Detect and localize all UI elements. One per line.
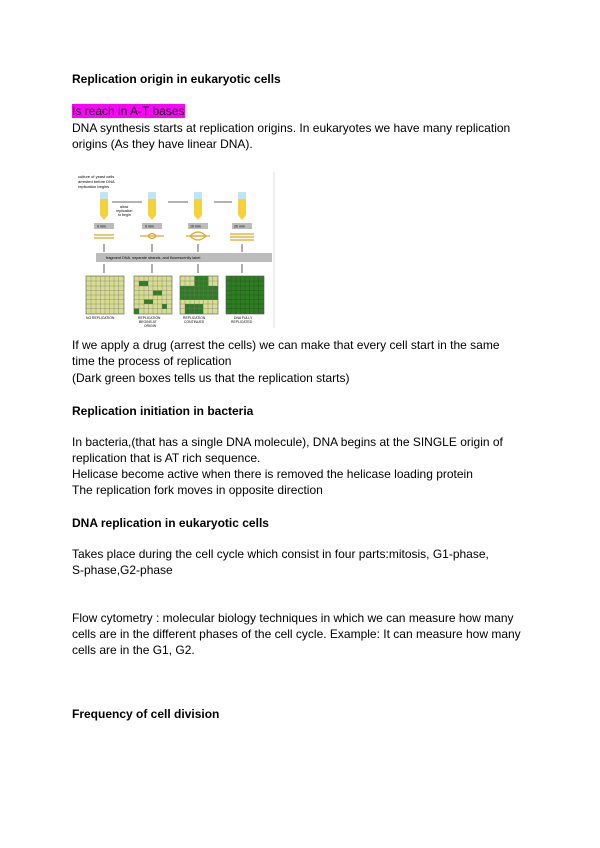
paragraph-line: origins (As they have linear DNA). xyxy=(72,137,253,151)
paragraph-line: cells are in the different phases of the cell cycle. Example: It can measure how many xyxy=(72,627,521,641)
heading-cell-division-frequency: Frequency of cell division xyxy=(72,707,220,721)
tube xyxy=(148,192,156,220)
paragraph-line: In bacteria,(that has a single DNA molecule), DNA begins at the SINGLE origin of xyxy=(72,435,503,449)
array-grid-3 xyxy=(180,276,218,314)
grid-label: DNA FULLY xyxy=(234,316,253,320)
tube xyxy=(100,192,108,220)
time-label: 10 min xyxy=(190,224,201,229)
highlight-text: Is reach in A-T bases xyxy=(72,104,185,118)
paragraph-line: The replication fork moves in opposite direction xyxy=(72,483,323,497)
paragraph-line: Flow cytometry : molecular biology techniques in which we can measure how many xyxy=(72,611,514,625)
time-label: 20 min xyxy=(234,224,245,229)
release-label: allow xyxy=(120,205,129,209)
heading-bacteria-initiation: Replication initiation in bacteria xyxy=(72,404,254,418)
paragraph-line: DNA synthesis starts at replication origins. In eukaryotes we have many replication xyxy=(72,121,511,135)
array-grid-1 xyxy=(86,276,124,314)
heading-eukaryotic-replication: DNA replication in eukaryotic cells xyxy=(72,516,269,530)
paragraph-line: replication that is AT rich sequence. xyxy=(72,451,261,465)
grid-label: REPLICATION xyxy=(138,316,161,320)
replication-figure xyxy=(72,170,276,330)
tube xyxy=(238,192,246,220)
paragraph-line: Takes place during the cell cycle which consist in four parts:mitosis, G1-phase, xyxy=(72,547,489,561)
tube xyxy=(194,192,202,220)
release-label: replication xyxy=(116,209,133,213)
grid-label: BEGINS AT xyxy=(139,320,157,324)
process-band-label: fragment DNA, separate strands, and fluorescently label xyxy=(106,256,201,260)
paragraph-line: S-phase,G2-phase xyxy=(72,563,173,577)
array-grid-4 xyxy=(226,276,264,314)
grid-label: REPLICATED xyxy=(231,320,253,324)
caption-top-line: replication begins xyxy=(78,184,110,189)
highlighted-note xyxy=(72,103,185,119)
grid-label: NO REPLICATION xyxy=(86,316,115,320)
grid-label: CONTINUES xyxy=(184,320,204,324)
paragraph-line: If we apply a drug (arrest the cells) we can make that every cell start in the same xyxy=(72,338,500,352)
caption-top-line: culture of yeast cells xyxy=(78,174,115,179)
array-grid-2 xyxy=(134,276,172,314)
paragraph-line: Helicase become active when there is removed the helicase loading protein xyxy=(72,467,473,481)
grid-label: REPLICATION xyxy=(183,316,206,320)
time-label: 0 min xyxy=(145,224,154,229)
paragraph-line: (Dark green boxes tells us that the replication starts) xyxy=(72,371,350,385)
paragraph-line: time the process of replication xyxy=(72,354,232,368)
release-label: to begin xyxy=(118,213,131,217)
heading-replication-origin: Replication origin in eukaryotic cells xyxy=(72,72,281,86)
caption-top-line: arrested before DNA xyxy=(78,179,115,184)
time-label: 0 min xyxy=(97,224,106,229)
paragraph-line: cells are in the G1, G2. xyxy=(72,643,195,657)
grid-label: ORIGIN xyxy=(144,324,157,328)
